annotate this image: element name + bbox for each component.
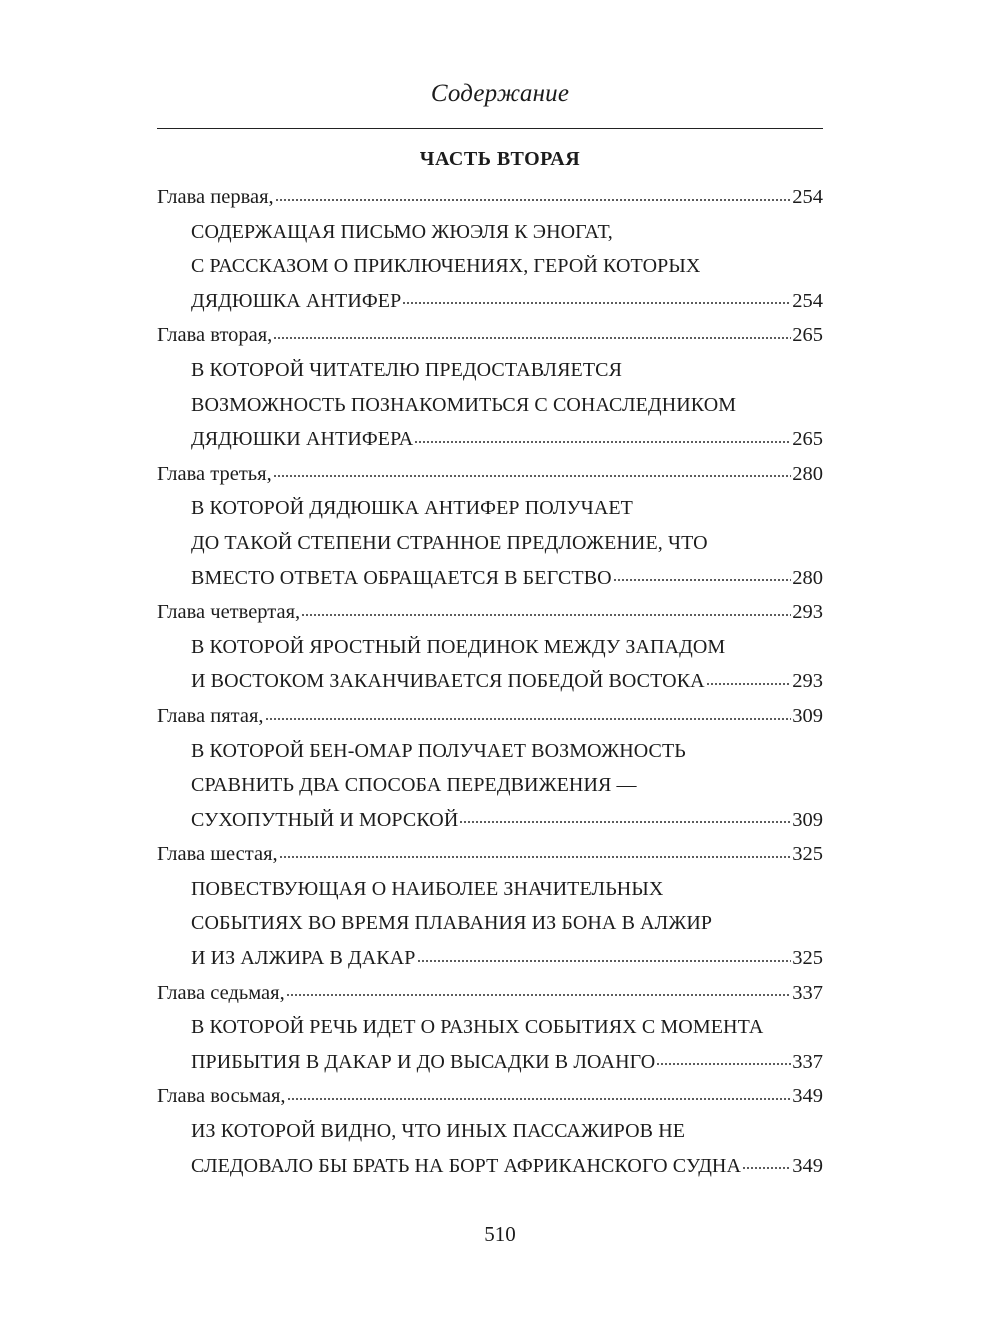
chapter-heading <box>157 699 823 734</box>
chapter-description-line-page: 309 <box>792 808 823 831</box>
chapter-heading-page: 325 <box>792 843 823 866</box>
chapter-heading-page: 309 <box>792 704 823 727</box>
chapter-heading <box>157 180 823 215</box>
chapter-description-line-text: ДЯДЮШКИ АНТИФЕРА <box>191 428 414 451</box>
dot-leader <box>273 337 791 339</box>
chapter-description-line <box>157 803 823 838</box>
chapter-description-line-page: 293 <box>792 670 823 693</box>
dot-leader <box>656 1063 791 1065</box>
chapter-heading-text: Глава вторая, <box>157 324 273 347</box>
chapter-heading <box>157 976 823 1011</box>
dot-leader <box>414 441 791 443</box>
chapter-description-line <box>157 215 823 250</box>
chapter-description-line <box>157 941 823 976</box>
chapter-heading <box>157 457 823 492</box>
dot-leader <box>279 856 792 858</box>
chapter-description-line-page: 337 <box>792 1050 823 1073</box>
dot-leader <box>742 1167 791 1169</box>
chapter-heading-page: 293 <box>792 601 823 624</box>
chapter-description-line <box>157 768 823 803</box>
chapter-description-line <box>157 491 823 526</box>
part-title: ЧАСТЬ ВТОРАЯ <box>419 148 581 170</box>
chapter-heading-text: Глава третья, <box>157 462 272 485</box>
chapter-description-line-text: СОДЕРЖАЩАЯ ПИСЬМО ЖЮЭЛЯ К ЭНОГАТ, <box>191 220 613 243</box>
chapter-description-line-text: СЛЕДОВАЛО БЫ БРАТЬ НА БОРТ АФРИКАНСКОГО СУДНА <box>191 1154 742 1177</box>
chapter-description-line-text: СУХОПУТНЫЙ И МОРСКОЙ <box>191 808 459 831</box>
dot-leader <box>301 614 791 616</box>
chapter-heading-page: 254 <box>792 186 823 208</box>
running-head: Содержание <box>430 80 570 107</box>
chapter-heading-text: Глава шестая, <box>157 843 278 866</box>
chapter-description-line <box>157 734 823 769</box>
dot-leader <box>286 994 792 996</box>
dot-leader <box>706 683 792 685</box>
chapter-heading-text: Глава седьмая, <box>157 981 285 1004</box>
chapter-description-line <box>157 388 823 423</box>
chapter-description-line <box>157 249 823 284</box>
chapter-description-line <box>157 561 823 596</box>
chapter-heading-text: Глава первая, <box>157 186 274 208</box>
chapter-description-line-text: СОБЫТИЯХ ВО ВРЕМЯ ПЛАВАНИЯ ИЗ БОНА В АЛЖИР <box>191 912 713 935</box>
chapter-description-line <box>157 906 823 941</box>
dot-leader <box>459 821 791 823</box>
chapter-description-line-text: ПОВЕСТВУЮЩАЯ О НАИБОЛЕЕ ЗНАЧИТЕЛЬНЫХ <box>191 877 664 900</box>
chapter-description-line-page: 254 <box>792 289 823 312</box>
chapter-heading <box>157 318 823 353</box>
chapter-description-line-text: В КОТОРОЙ ДЯДЮШКА АНТИФЕР ПОЛУЧАЕТ <box>191 497 633 520</box>
chapter-description-line-text: ДО ТАКОЙ СТЕПЕНИ СТРАННОЕ ПРЕДЛОЖЕНИЕ, ЧТО <box>191 531 708 554</box>
chapter-description-line-text: И ИЗ АЛЖИРА В ДАКАР <box>191 947 416 970</box>
chapter-heading-text: Глава четвертая, <box>157 601 301 624</box>
chapter-heading-page: 349 <box>792 1085 823 1108</box>
chapter-description-line-text: В КОТОРОЙ БЕН-ОМАР ПОЛУЧАЕТ ВОЗМОЖНОСТЬ <box>191 739 686 762</box>
chapter-description-line-page: 265 <box>792 428 823 451</box>
dot-leader <box>273 475 792 477</box>
page-number: 510 <box>484 1222 516 1246</box>
chapter-description-line <box>157 1010 823 1045</box>
chapter-heading-text: Глава пятая, <box>157 704 264 727</box>
chapter-heading-page: 337 <box>792 981 823 1004</box>
chapter-description-line-text: В КОТОРОЙ ЧИТАТЕЛЮ ПРЕДОСТАВЛЯЕТСЯ <box>191 358 623 381</box>
chapter-description-line <box>157 422 823 457</box>
chapter-description-line-text: ДЯДЮШКА АНТИФЕР <box>191 289 402 312</box>
chapter-description-line <box>157 664 823 699</box>
chapter-description-line-page: 325 <box>792 947 823 970</box>
table-of-contents <box>157 180 823 1183</box>
chapter-description-line-text: В КОТОРОЙ ЯРОСТНЫЙ ПОЕДИНОК МЕЖДУ ЗАПАДОМ <box>191 635 726 658</box>
chapter-description-line-page: 349 <box>792 1154 823 1177</box>
chapter-description-line-page: 280 <box>792 566 823 589</box>
chapter-heading-page: 265 <box>792 324 823 347</box>
chapter-heading-text: Глава восьмая, <box>157 1085 286 1108</box>
chapter-description-line <box>157 1045 823 1080</box>
chapter-description-line-text: В КОТОРОЙ РЕЧЬ ИДЕТ О РАЗНЫХ СОБЫТИЯХ С МОМЕНТА <box>191 1016 764 1039</box>
chapter-heading <box>157 595 823 630</box>
chapter-description-line <box>157 1149 823 1184</box>
chapter-description-line <box>157 630 823 665</box>
chapter-description-line-text: ВМЕСТО ОТВЕТА ОБРАЩАЕТСЯ В БЕГСТВО <box>191 566 612 589</box>
chapter-description-line <box>157 1114 823 1149</box>
chapter-description-line <box>157 284 823 319</box>
header-rule <box>157 128 823 129</box>
chapter-heading-page: 280 <box>792 462 823 485</box>
chapter-description-line-text: ВОЗМОЖНОСТЬ ПОЗНАКОМИТЬСЯ С СОНАСЛЕДНИКОМ <box>191 393 737 416</box>
dot-leader <box>275 199 792 201</box>
dot-leader <box>417 960 792 962</box>
chapter-description-line-text: И ВОСТОКОМ ЗАКАНЧИВАЕТСЯ ПОБЕДОЙ ВОСТОКА <box>191 670 705 693</box>
chapter-heading <box>157 1079 823 1114</box>
chapter-description-line-text: ПРИБЫТИЯ В ДАКАР И ДО ВЫСАДКИ В ЛОАНГО <box>191 1050 656 1073</box>
chapter-description-line-text: С РАССКАЗОМ О ПРИКЛЮЧЕНИЯХ, ГЕРОЙ КОТОРЫХ <box>191 255 701 278</box>
chapter-description-line-text: СРАВНИТЬ ДВА СПОСОБА ПЕРЕДВИЖЕНИЯ — <box>191 774 637 797</box>
dot-leader <box>402 302 791 304</box>
dot-leader <box>613 579 792 581</box>
chapter-description-line <box>157 526 823 561</box>
chapter-heading <box>157 837 823 872</box>
chapter-description-line <box>157 353 823 388</box>
dot-leader <box>287 1098 792 1100</box>
chapter-description-line <box>157 872 823 907</box>
dot-leader <box>265 718 792 720</box>
chapter-description-line-text: ИЗ КОТОРОЙ ВИДНО, ЧТО ИНЫХ ПАССАЖИРОВ НЕ <box>191 1120 686 1143</box>
